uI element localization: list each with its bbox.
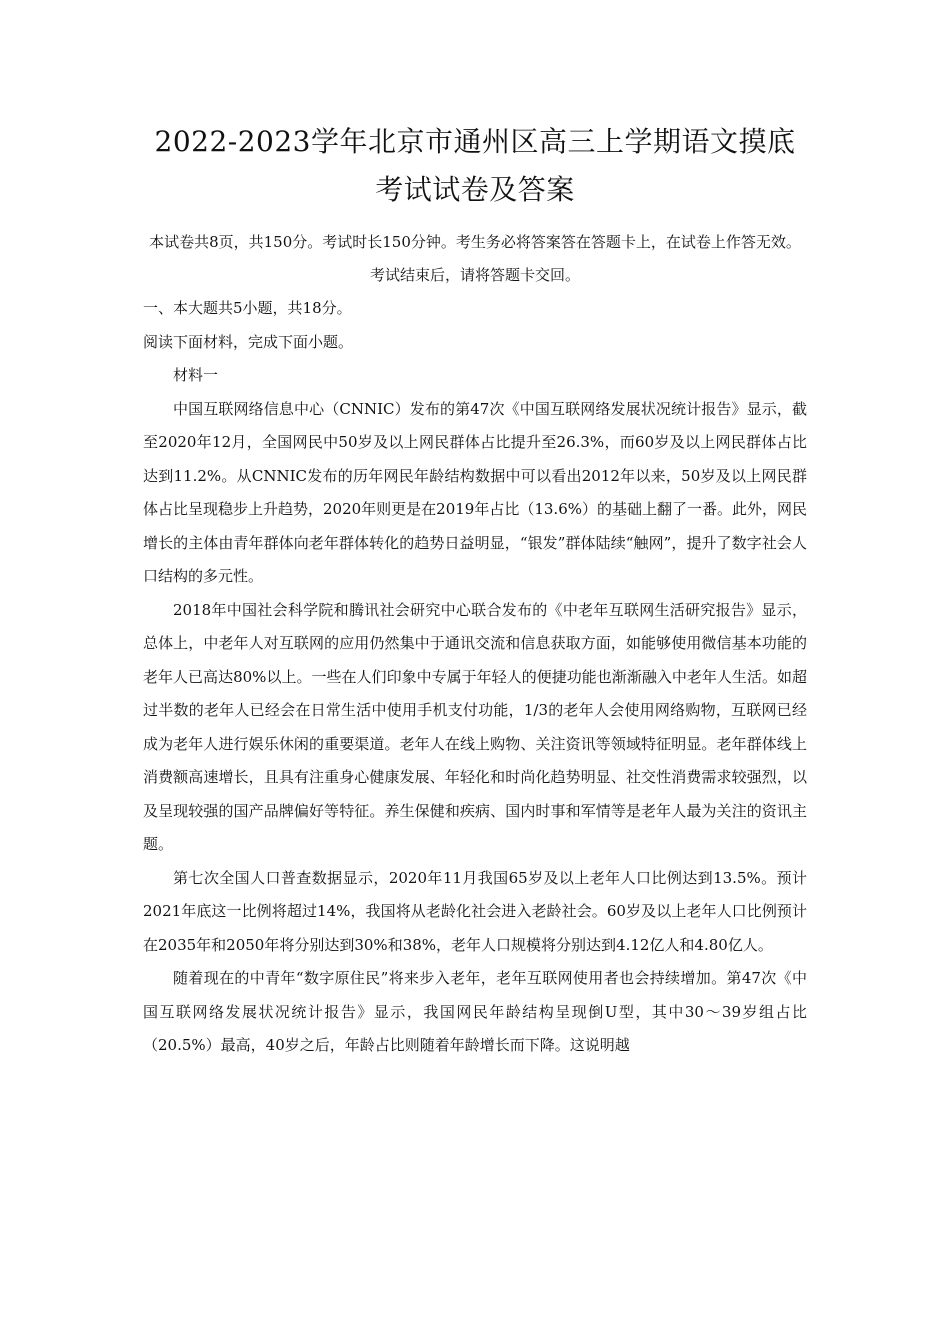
material-paragraph: 第七次全国人口普查数据显示，2020年11月我国65岁及以上老年人口比例达到13.5%。预计2021年底这一比例将超过14%，我国将从老龄化社会进入老龄社会。60岁及以上老年人口比例预计在2035年和2050年将分别达到30%和38%，老年人口规模将分别达到4.12亿人和4.80亿人。 xyxy=(143,868,807,954)
section-heading: 一、本大题共5小题，共18分。 xyxy=(143,299,352,317)
material-paragraph: 中国互联网络信息中心（CNNIC）发布的第47次《中国互联网络发展状况统计报告》显示，截至2020年12月，全国网民中50岁及以上网民群体占比提升至26.3%，而60岁及以上网民群体占比达到11.2%。从CNNIC发布的历年网民年龄结构数据中可以看出2012年以来，50岁及以上网民群体占比呈现稳步上升趋势，2020年则更是在2019年占比（13.6%）的基础上翻了一番。此外，网民增长的主体由青年群体向老年群体转化的趋势日益明显，“银发”群体陆续“触网”，提升了数字社会人口结构的多元性。 xyxy=(143,399,808,585)
material-paragraph: 2018年中国社会科学院和腾讯社会研究中心联合发布的《中老年互联网生活研究报告》显示，总体上，中老年人对互联网的应用仍然集中于通讯交流和信息获取方面，如能够使用微信基本功能的老年人已高达80%以上。一些在人们印象中专属于年轻人的便捷功能也渐渐融入中老年人生活。如超过半数的老年人已经会在日常生活中使用手机支付功能，1/3的老年人会使用网络购物，互联网已经成为老年人进行娱乐休闲的重要渠道。老年人在线上购物、关注资讯等领域特征明显。老年群体线上消费额高速增长，且具有注重身心健康发展、年轻化和时尚化趋势明显、社交性消费需求较强烈，以及呈现较强的国产品牌偏好等特征。养生保健和疾病、国内时事和军情等是老年人最为关注的资讯主题。 xyxy=(143,600,807,853)
exam-submission-note: 考试结束后，请将答题卡交回。 xyxy=(369,266,580,284)
document-page xyxy=(143,118,807,1063)
material-label: 材料一 xyxy=(173,366,219,384)
exam-instructions: 本试卷共8页，共150分。考试时长150分钟。考生务必将答案答在答题卡上，在试卷上作答无效。 xyxy=(149,233,801,251)
reading-prompt: 阅读下面材料，完成下面小题。 xyxy=(143,332,354,351)
material-paragraph: 随着现在的中青年“数字原住民”将来步入老年，老年互联网使用者也会持续增加。第47次《中国互联网络发展状况统计报告》显示，我国网民年龄结构呈现倒U型，其中30～39岁组占比（20.5%）最高，40岁之后，年龄占比则随着年龄增长而下降。这说明越 xyxy=(143,969,807,1054)
document-title: 2022-2023学年北京市通州区高三上学期语文摸底考试试卷及答案 xyxy=(154,125,796,206)
